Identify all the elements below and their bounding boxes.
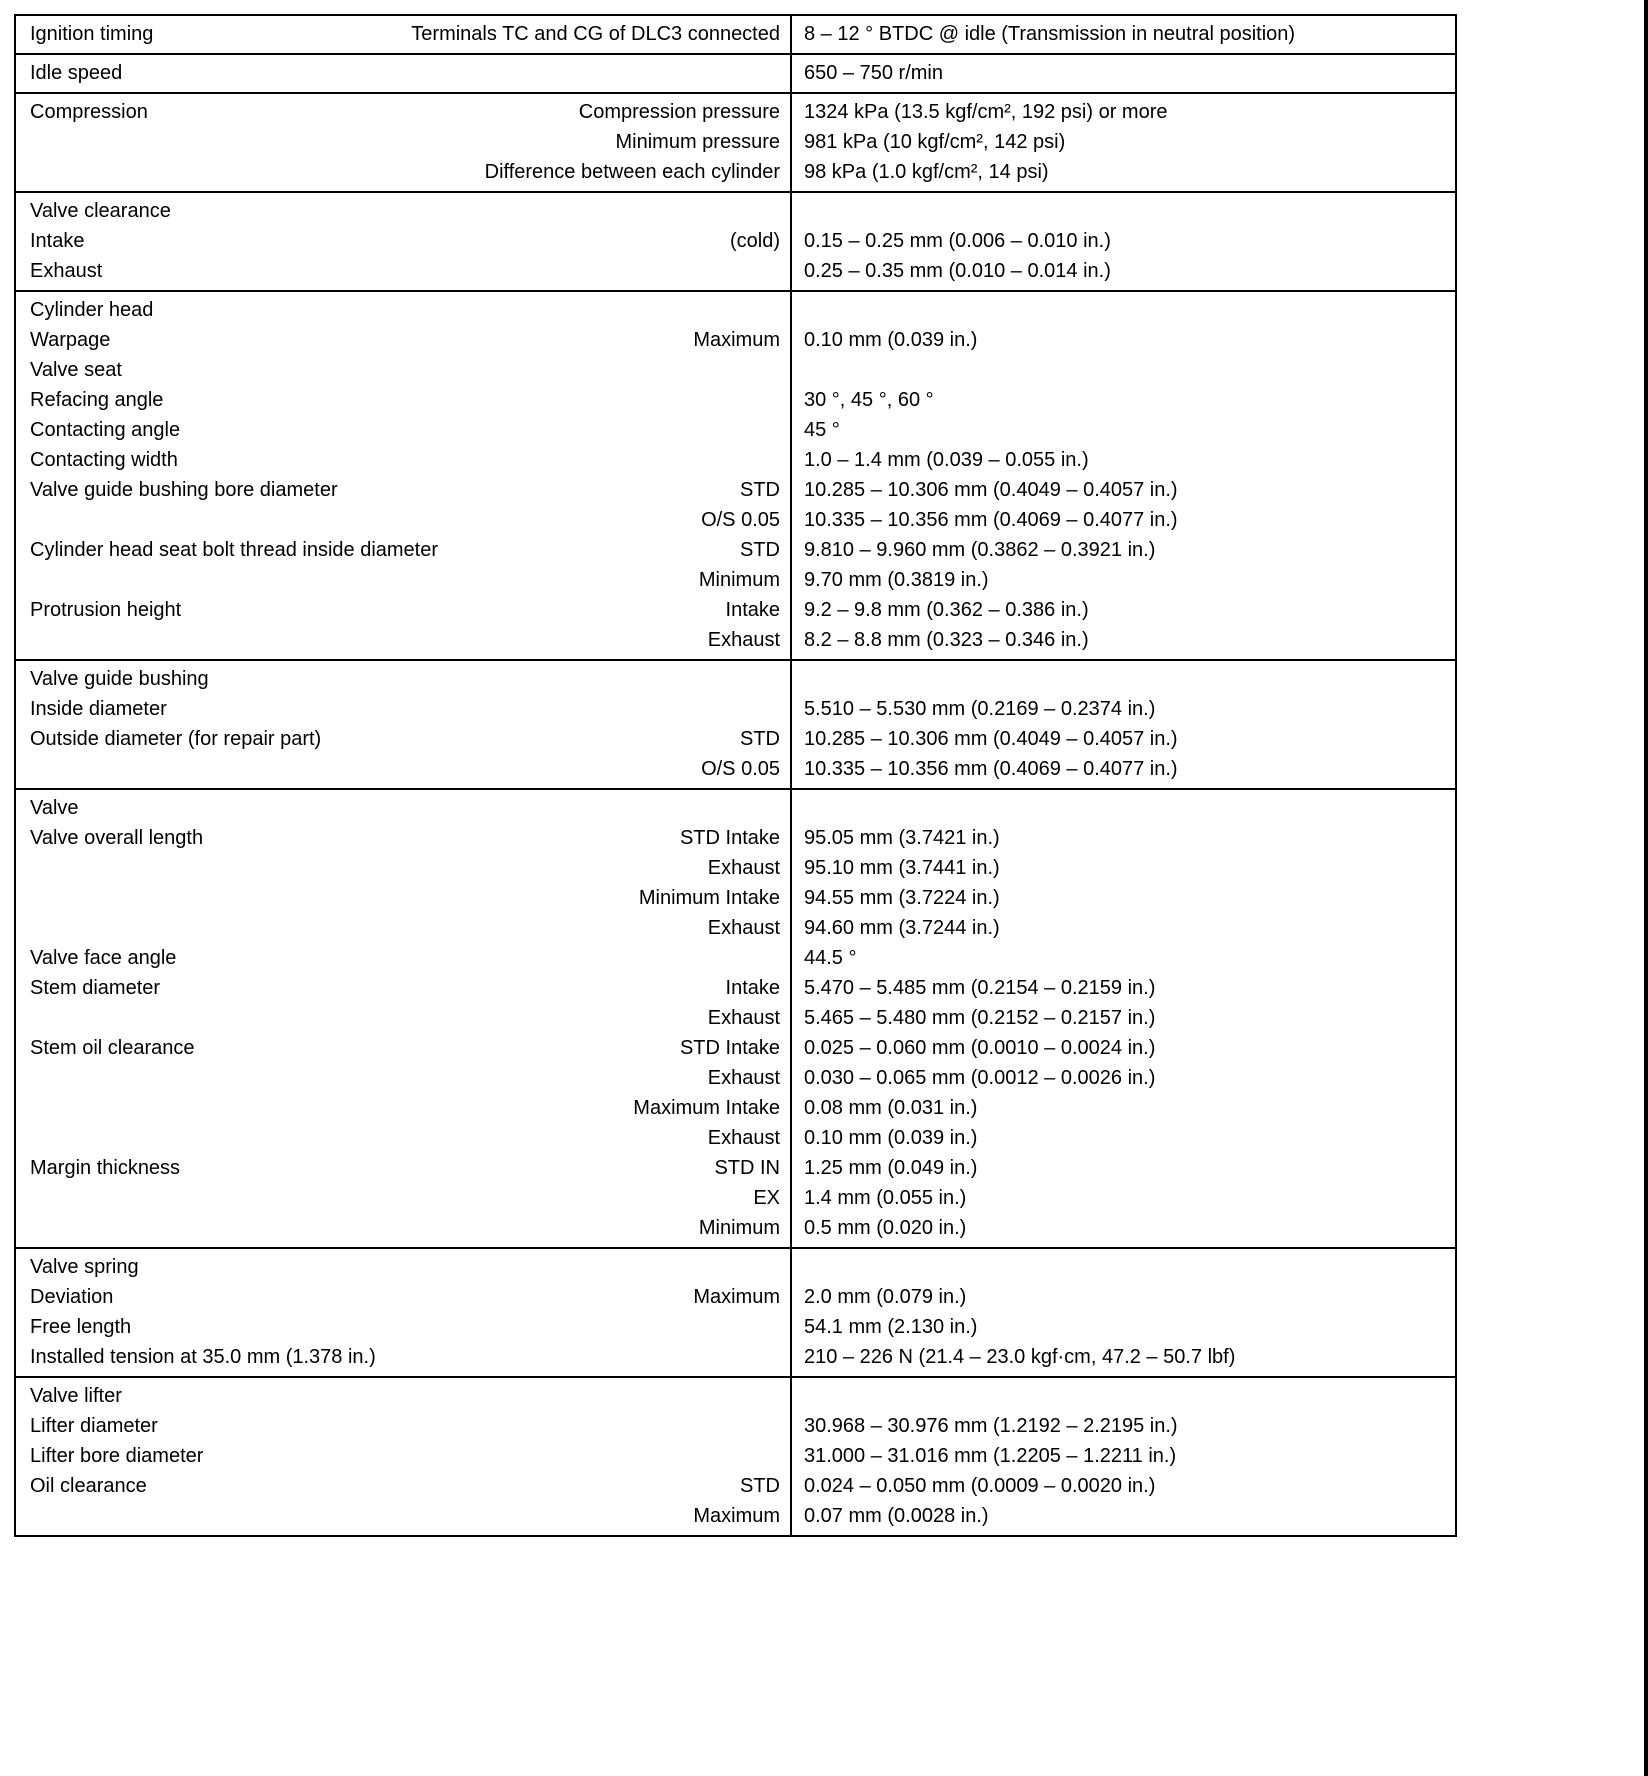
spec-label-line — [30, 1183, 780, 1213]
spec-value-line — [804, 694, 1447, 724]
spec-value-line — [804, 724, 1447, 754]
spec-label-line — [30, 355, 780, 385]
spec-label-line — [30, 97, 780, 127]
spec-value-line — [804, 1093, 1447, 1123]
spec-condition: Exhaust — [707, 1067, 780, 1089]
spec-value: 30 °, 45 °, 60 ° — [804, 389, 934, 411]
spec-condition: Maximum — [693, 1505, 780, 1527]
spec-item-label: Valve lifter — [30, 1385, 122, 1407]
spec-item-label: Valve face angle — [30, 947, 177, 969]
spec-label-line — [30, 1501, 780, 1531]
spec-value-line — [804, 595, 1447, 625]
spec-condition: STD — [740, 479, 780, 501]
spec-item-label: Protrusion height — [30, 599, 182, 621]
spec-value-line — [804, 445, 1447, 475]
spec-value-line — [804, 355, 1447, 385]
spec-value: 2.0 mm (0.079 in.) — [804, 1286, 967, 1308]
spec-section — [16, 1247, 1455, 1376]
spec-value: 1.25 mm (0.049 in.) — [804, 1157, 978, 1179]
spec-section — [16, 191, 1455, 290]
spec-item-label: Oil clearance — [30, 1475, 147, 1497]
spec-section — [16, 1376, 1455, 1535]
spec-item-label: Warpage — [30, 329, 111, 351]
spec-label-line — [30, 19, 780, 49]
spec-section — [16, 92, 1455, 191]
spec-condition: STD IN — [714, 1157, 780, 1179]
spec-label-line — [30, 1063, 780, 1093]
spec-value-line — [804, 943, 1447, 973]
spec-value-line — [804, 19, 1447, 49]
spec-value-column — [790, 94, 1455, 191]
spec-value: 0.10 mm (0.039 in.) — [804, 329, 978, 351]
spec-label-line — [30, 883, 780, 913]
spec-value: 0.08 mm (0.031 in.) — [804, 1097, 978, 1119]
spec-label-line — [30, 535, 780, 565]
spec-condition: Minimum — [698, 1217, 780, 1239]
spec-value-line — [804, 157, 1447, 187]
spec-item-label: Valve — [30, 797, 79, 819]
spec-label-line — [30, 1033, 780, 1063]
spec-label-line — [30, 1252, 780, 1282]
spec-value: 650 – 750 r/min — [804, 62, 943, 84]
spec-label-line — [30, 505, 780, 535]
spec-value: 8 – 12 ° BTDC @ idle (Transmission in neutral position) — [804, 23, 1296, 45]
spec-value: 94.55 mm (3.7224 in.) — [804, 887, 1000, 909]
spec-item-label: Valve guide bushing bore diameter — [30, 479, 338, 501]
spec-section — [16, 53, 1455, 92]
spec-label-line — [30, 1342, 780, 1372]
spec-section — [16, 788, 1455, 1247]
spec-condition: (cold) — [729, 230, 780, 252]
spec-value-line — [804, 1381, 1447, 1411]
spec-item-label: Intake — [30, 230, 85, 252]
spec-item-label: Stem oil clearance — [30, 1037, 195, 1059]
spec-section — [16, 16, 1455, 53]
spec-label-line — [30, 943, 780, 973]
spec-value-column — [790, 1378, 1455, 1535]
spec-label-line — [30, 664, 780, 694]
spec-value: 98 kPa (1.0 kgf/cm², 14 psi) — [804, 161, 1049, 183]
spec-item-label: Cylinder head seat bolt thread inside diameter — [30, 539, 439, 561]
spec-value-line — [804, 1441, 1447, 1471]
spec-label-line — [30, 913, 780, 943]
spec-label-line — [30, 325, 780, 355]
spec-value-line — [804, 883, 1447, 913]
spec-condition: Compression pressure — [578, 101, 780, 123]
spec-condition: Maximum Intake — [633, 1097, 780, 1119]
spec-label-line — [30, 1213, 780, 1243]
engine-spec-table — [14, 14, 1457, 1537]
spec-value: 10.335 – 10.356 mm (0.4069 – 0.4077 in.) — [804, 509, 1178, 531]
spec-value: 5.510 – 5.530 mm (0.2169 – 0.2374 in.) — [804, 698, 1156, 720]
spec-label-column — [16, 55, 790, 92]
spec-value: 54.1 mm (2.130 in.) — [804, 1316, 978, 1338]
spec-label-line — [30, 694, 780, 724]
spec-label-line — [30, 415, 780, 445]
page-edge-border — [1644, 0, 1648, 1776]
spec-condition: Minimum Intake — [638, 887, 780, 909]
spec-label-column — [16, 292, 790, 659]
spec-item-label: Outside diameter (for repair part) — [30, 728, 322, 750]
spec-value: 0.10 mm (0.039 in.) — [804, 1127, 978, 1149]
spec-value-line — [804, 793, 1447, 823]
spec-item-label: Exhaust — [30, 260, 103, 282]
spec-label-line — [30, 565, 780, 595]
spec-value-line — [804, 565, 1447, 595]
spec-value-line — [804, 505, 1447, 535]
spec-label-line — [30, 724, 780, 754]
spec-item-label: Ignition timing — [30, 23, 154, 45]
spec-item-label: Compression — [30, 101, 148, 123]
spec-value-line — [804, 1342, 1447, 1372]
spec-label-line — [30, 595, 780, 625]
spec-value: 5.465 – 5.480 mm (0.2152 – 0.2157 in.) — [804, 1007, 1156, 1029]
spec-value-line — [804, 1063, 1447, 1093]
spec-value: 210 – 226 N (21.4 – 23.0 kgf·cm, 47.2 – 50.7 lbf) — [804, 1346, 1236, 1368]
spec-condition: Minimum pressure — [615, 131, 780, 153]
spec-value: 95.05 mm (3.7421 in.) — [804, 827, 1000, 849]
spec-condition: STD Intake — [679, 1037, 780, 1059]
spec-label-line — [30, 295, 780, 325]
spec-label-line — [30, 157, 780, 187]
spec-value-line — [804, 415, 1447, 445]
spec-value-line — [804, 1471, 1447, 1501]
spec-value-column — [790, 790, 1455, 1247]
spec-value: 0.25 – 0.35 mm (0.010 – 0.014 in.) — [804, 260, 1111, 282]
spec-value: 5.470 – 5.485 mm (0.2154 – 0.2159 in.) — [804, 977, 1156, 999]
spec-condition: STD Intake — [679, 827, 780, 849]
spec-value-line — [804, 226, 1447, 256]
spec-label-line — [30, 1282, 780, 1312]
spec-condition: Exhaust — [707, 1127, 780, 1149]
spec-item-label: Valve spring — [30, 1256, 139, 1278]
spec-label-line — [30, 793, 780, 823]
spec-condition: EX — [753, 1187, 780, 1209]
spec-value-column — [790, 193, 1455, 290]
spec-label-line — [30, 1093, 780, 1123]
spec-label-column — [16, 1378, 790, 1535]
spec-condition: STD — [740, 1475, 780, 1497]
spec-condition: Difference between each cylinder — [484, 161, 780, 183]
spec-item-label: Contacting angle — [30, 419, 181, 441]
spec-value-line — [804, 196, 1447, 226]
spec-label-line — [30, 625, 780, 655]
spec-label-line — [30, 196, 780, 226]
spec-label-line — [30, 1123, 780, 1153]
spec-label-line — [30, 1312, 780, 1342]
spec-value-line — [804, 664, 1447, 694]
spec-value-line — [804, 535, 1447, 565]
spec-value-line — [804, 1213, 1447, 1243]
spec-value: 10.285 – 10.306 mm (0.4049 – 0.4057 in.) — [804, 728, 1178, 750]
spec-condition: Exhaust — [707, 857, 780, 879]
spec-value: 981 kPa (10 kgf/cm², 142 psi) — [804, 131, 1066, 153]
spec-value: 0.07 mm (0.0028 in.) — [804, 1505, 989, 1527]
spec-value-column — [790, 661, 1455, 788]
spec-value-line — [804, 295, 1447, 325]
spec-value-line — [804, 256, 1447, 286]
spec-value: 94.60 mm (3.7244 in.) — [804, 917, 1000, 939]
spec-value: 0.15 – 0.25 mm (0.006 – 0.010 in.) — [804, 230, 1111, 252]
spec-value-line — [804, 973, 1447, 1003]
spec-item-label: Valve guide bushing — [30, 668, 209, 690]
spec-label-column — [16, 193, 790, 290]
spec-item-label: Installed tension at 35.0 mm (1.378 in.) — [30, 1346, 376, 1368]
spec-label-line — [30, 127, 780, 157]
spec-label-line — [30, 973, 780, 1003]
spec-value-line — [804, 1252, 1447, 1282]
spec-value: 9.70 mm (0.3819 in.) — [804, 569, 989, 591]
spec-label-line — [30, 1381, 780, 1411]
spec-value-line — [804, 1312, 1447, 1342]
spec-value-line — [804, 325, 1447, 355]
spec-label-line — [30, 1153, 780, 1183]
spec-condition: Maximum — [693, 329, 780, 351]
spec-item-label: Inside diameter — [30, 698, 167, 720]
spec-value: 44.5 ° — [804, 947, 857, 969]
spec-label-line — [30, 1003, 780, 1033]
spec-label-line — [30, 754, 780, 784]
spec-item-label: Margin thickness — [30, 1157, 181, 1179]
spec-value-line — [804, 127, 1447, 157]
spec-condition: Intake — [725, 977, 780, 999]
spec-value: 1.0 – 1.4 mm (0.039 – 0.055 in.) — [804, 449, 1089, 471]
spec-item-label: Stem diameter — [30, 977, 161, 999]
spec-value-line — [804, 853, 1447, 883]
spec-value-line — [804, 97, 1447, 127]
spec-value: 10.285 – 10.306 mm (0.4049 – 0.4057 in.) — [804, 479, 1178, 501]
spec-value: 95.10 mm (3.7441 in.) — [804, 857, 1000, 879]
spec-value: 0.5 mm (0.020 in.) — [804, 1217, 967, 1239]
spec-section — [16, 659, 1455, 788]
spec-value: 1.4 mm (0.055 in.) — [804, 1187, 967, 1209]
spec-value-column — [790, 16, 1455, 53]
spec-item-label: Deviation — [30, 1286, 114, 1308]
spec-value: 31.000 – 31.016 mm (1.2205 – 1.2211 in.) — [804, 1445, 1177, 1467]
spec-label-line — [30, 1441, 780, 1471]
spec-condition: Intake — [725, 599, 780, 621]
spec-item-label: Valve seat — [30, 359, 122, 381]
spec-value-line — [804, 385, 1447, 415]
spec-value-column — [790, 292, 1455, 659]
spec-section — [16, 290, 1455, 659]
spec-item-label: Idle speed — [30, 62, 123, 84]
spec-label-column — [16, 1249, 790, 1376]
spec-value-column — [790, 1249, 1455, 1376]
spec-value-line — [804, 1003, 1447, 1033]
spec-value: 0.025 – 0.060 mm (0.0010 – 0.0024 in.) — [804, 1037, 1156, 1059]
spec-value-line — [804, 1183, 1447, 1213]
spec-item-label: Refacing angle — [30, 389, 164, 411]
spec-value-column — [790, 55, 1455, 92]
spec-condition: O/S 0.05 — [701, 509, 780, 531]
spec-condition: STD — [740, 728, 780, 750]
spec-value: 45 ° — [804, 419, 840, 441]
spec-condition: Exhaust — [707, 629, 780, 651]
spec-label-line — [30, 853, 780, 883]
spec-label-line — [30, 226, 780, 256]
spec-condition: STD — [740, 539, 780, 561]
spec-label-line — [30, 256, 780, 286]
spec-condition: Exhaust — [707, 917, 780, 939]
spec-value-line — [804, 1501, 1447, 1531]
spec-condition: Exhaust — [707, 1007, 780, 1029]
spec-value-line — [804, 913, 1447, 943]
spec-value-line — [804, 1123, 1447, 1153]
spec-value-line — [804, 58, 1447, 88]
spec-condition: O/S 0.05 — [701, 758, 780, 780]
spec-value-line — [804, 625, 1447, 655]
spec-value-line — [804, 1411, 1447, 1441]
spec-value: 8.2 – 8.8 mm (0.323 – 0.346 in.) — [804, 629, 1089, 651]
spec-value: 10.335 – 10.356 mm (0.4069 – 0.4077 in.) — [804, 758, 1178, 780]
spec-item-label: Valve overall length — [30, 827, 204, 849]
spec-value-line — [804, 475, 1447, 505]
spec-condition: Minimum — [698, 569, 780, 591]
spec-item-label: Lifter diameter — [30, 1415, 158, 1437]
spec-label-line — [30, 58, 780, 88]
spec-label-line — [30, 823, 780, 853]
spec-label-column — [16, 16, 790, 53]
spec-value: 1324 kPa (13.5 kgf/cm², 192 psi) or more — [804, 101, 1168, 123]
spec-value: 9.810 – 9.960 mm (0.3862 – 0.3921 in.) — [804, 539, 1156, 561]
spec-label-line — [30, 475, 780, 505]
spec-value-line — [804, 1033, 1447, 1063]
spec-label-column — [16, 661, 790, 788]
spec-label-line — [30, 1411, 780, 1441]
spec-label-line — [30, 1471, 780, 1501]
spec-item-label: Cylinder head — [30, 299, 154, 321]
spec-item-label: Valve clearance — [30, 200, 171, 222]
spec-value-line — [804, 823, 1447, 853]
spec-label-line — [30, 445, 780, 475]
spec-item-label: Free length — [30, 1316, 132, 1338]
spec-value: 0.030 – 0.065 mm (0.0012 – 0.0026 in.) — [804, 1067, 1156, 1089]
spec-value: 9.2 – 9.8 mm (0.362 – 0.386 in.) — [804, 599, 1089, 621]
spec-value-line — [804, 1153, 1447, 1183]
spec-value: 0.024 – 0.050 mm (0.0009 – 0.0020 in.) — [804, 1475, 1156, 1497]
spec-value-line — [804, 754, 1447, 784]
spec-value-line — [804, 1282, 1447, 1312]
spec-value: 30.968 – 30.976 mm (1.2192 – 2.2195 in.) — [804, 1415, 1178, 1437]
spec-label-line — [30, 385, 780, 415]
spec-item-label: Lifter bore diameter — [30, 1445, 204, 1467]
spec-item-label: Contacting width — [30, 449, 178, 471]
spec-label-column — [16, 790, 790, 1247]
spec-condition: Maximum — [693, 1286, 780, 1308]
spec-condition: Terminals TC and CG of DLC3 connected — [411, 23, 780, 45]
spec-label-column — [16, 94, 790, 191]
